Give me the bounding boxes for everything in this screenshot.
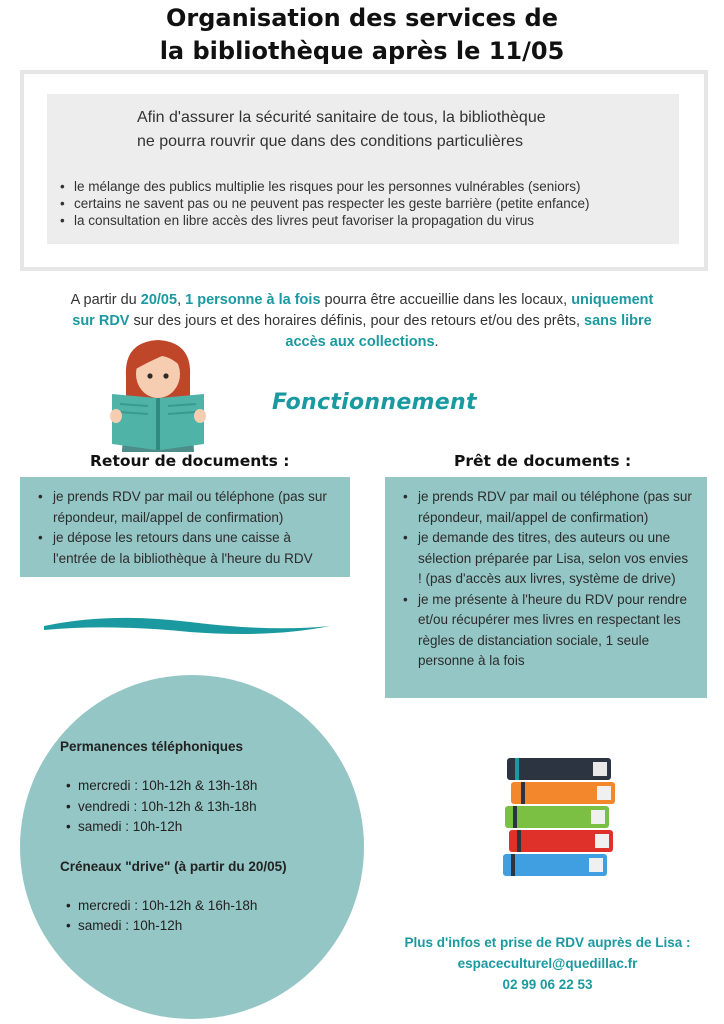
loans-panel: [385, 477, 707, 698]
list-item: • vendredi : 10h-12h & 13h-18h: [66, 797, 360, 818]
announcement-text: .: [434, 334, 439, 350]
phone-hours-list: [60, 776, 360, 838]
girl-reading-illustration: [108, 336, 208, 452]
loans-list: [403, 487, 695, 672]
contact-phone-link[interactable]: 02 99 06 22 53: [502, 977, 593, 992]
list-item: • le mélange des publics multiplie les risques pour les personnes vulnérables (seniors): [58, 178, 673, 195]
returns-heading: Retour de documents :: [90, 452, 290, 470]
list-item: • je dépose les retours dans une caisse à l'entrée de la bibliothèque à l'heure du RDV: [38, 528, 336, 569]
announcement-text: pourra être accueillie dans les locaux,: [320, 292, 572, 308]
wave-divider: [40, 604, 335, 644]
intro-text: [137, 106, 657, 154]
list-item: • je prends RDV par mail ou téléphone (pas sur répondeur, mail/appel de confirmation): [403, 487, 695, 528]
intro-line-2: ne pourra rouvrir que dans des conditions particulières: [137, 133, 523, 150]
intro-line-1: Afin d'assurer la sécurité sanitaire de tous, la bibliothèque: [137, 109, 546, 126]
list-item: • certains ne savent pas ou ne peuvent pas respecter les geste barrière (petite enfance): [58, 195, 673, 212]
list-item: • mercredi : 10h-12h & 13h-18h: [66, 776, 360, 797]
list-item: • samedi : 10h-12h: [66, 916, 360, 937]
drive-slots-heading: Créneaux "drive" (à partir du 20/05): [60, 858, 287, 874]
highlight-rdv: uniquement sur RDV: [72, 292, 654, 329]
returns-panel: [20, 477, 350, 577]
phone-hours-heading: Permanences téléphoniques: [60, 739, 244, 754]
list-item: • je demande des titres, des auteurs ou une sélection préparée par Lisa, selon vos envies ! (pas d'accès aux livres, système de drive): [403, 528, 695, 590]
loans-heading: Prêt de documents :: [454, 452, 632, 470]
announcement-text: ,: [177, 292, 186, 308]
list-item: • je prends RDV par mail ou téléphone (pas sur répondeur, mail/appel de confirmation): [38, 487, 336, 528]
risk-list: [58, 178, 673, 229]
list-item: • mercredi : 10h-12h & 16h-18h: [66, 896, 360, 917]
list-item: • je me présente à l'heure du RDV pour rendre et/ou récupérer mes livres en respectant les règles de distanciation sociale, 1 seule personne à la fois: [403, 590, 695, 672]
announcement-text: A partir du: [70, 292, 141, 308]
returns-list: [38, 487, 336, 569]
highlight-no-access: sans libre accès aux collections: [285, 313, 652, 350]
title-line-1: Organisation des services de: [165, 4, 558, 32]
title-line-2: la bibliothèque après le 11/05: [159, 37, 565, 65]
list-item: • samedi : 10h-12h: [66, 817, 360, 838]
announcement-text: sur des jours et des horaires définis, pour des retours et/ou des prêts,: [129, 313, 585, 329]
contact-email-link[interactable]: espaceculturel@quedillac.fr: [457, 956, 638, 971]
highlight-one-person: 1 personne à la fois: [185, 292, 321, 308]
highlight-date: 20/05: [140, 292, 178, 308]
drive-slots-list: [60, 896, 360, 937]
hours-info: [60, 738, 360, 937]
contact-line: Plus d'infos et prise de RDV auprès de Lisa :: [404, 935, 691, 950]
contact-info: [375, 932, 720, 995]
list-item: • la consultation en libre accès des livres peut favoriser la propagation du virus: [58, 212, 673, 229]
book-stack-illustration: [495, 756, 625, 882]
section-title: Fonctionnement: [272, 390, 477, 415]
page-title: [0, 2, 724, 68]
